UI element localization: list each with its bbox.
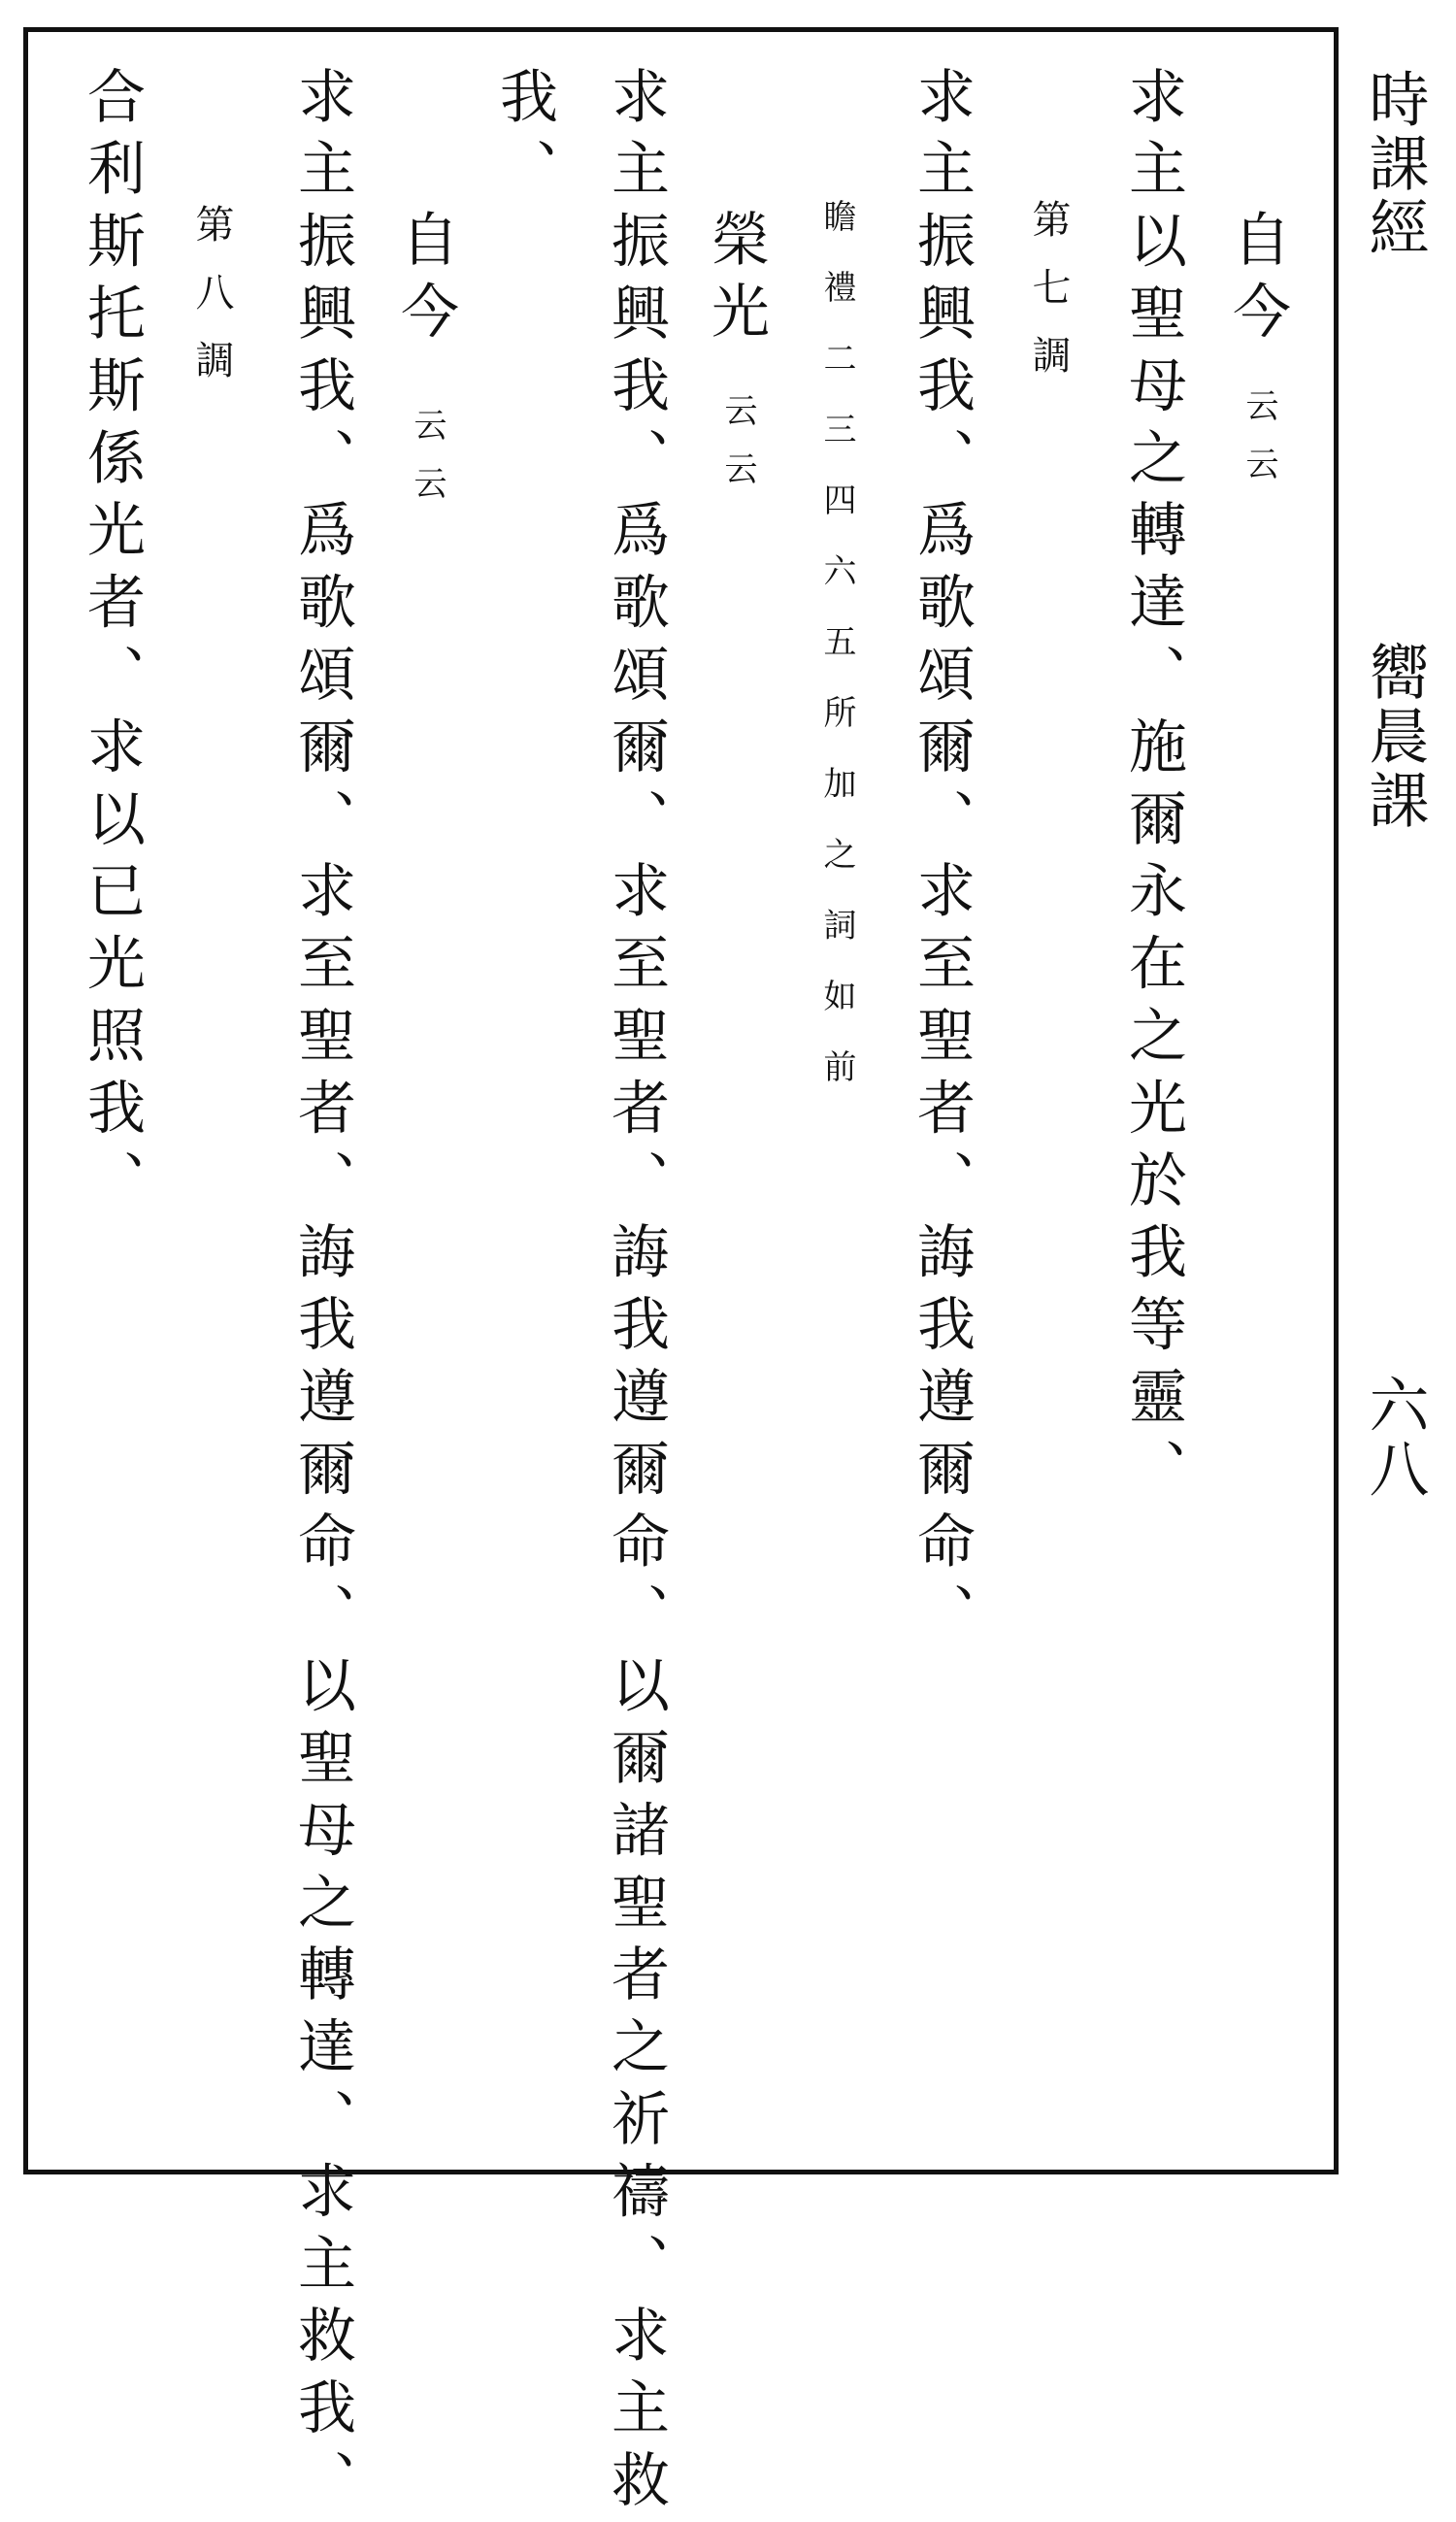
book-title: 時課經 [1359,68,1430,260]
yunyun-2: 云云 [718,393,757,510]
page-number: 六八 [1359,1374,1430,1502]
verse-5: 合利斯托斯係光者、求以已光照我、 [78,66,146,1222]
glory-phrase: 榮光 [702,209,770,353]
hymn-tone-7: 第七調 [1026,199,1071,403]
verse-1: 求主以聖母之轉達、施爾永在之光於我等靈、 [1119,66,1187,1510]
verse-3: 求主振興我、爲歌頌爾、求至聖者、誨我遵爾命、以爾諸聖者之祈禱、求主救 [602,66,670,2522]
hymn-tone-8: 第八調 [189,204,234,408]
section-title: 嚮晨課 [1359,641,1430,833]
yunyun-1: 云云 [1240,388,1278,505]
verse-2: 求主振興我、爲歌頌爾、求至聖者、誨我遵爾命、 [908,66,976,1655]
intro-phrase-2: 自今 [391,209,459,353]
verse-3-end: 我、 [490,66,558,211]
verse-4: 求主振興我、爲歌頌爾、求至聖者、誨我遵爾命、以聖母之轉達、求主救我、 [288,66,356,2522]
rubric-note: 瞻禮二三四六五所加之詞如前 [817,199,856,1120]
yunyun-3: 云云 [408,408,447,524]
intro-phrase-1: 自今 [1223,209,1291,353]
